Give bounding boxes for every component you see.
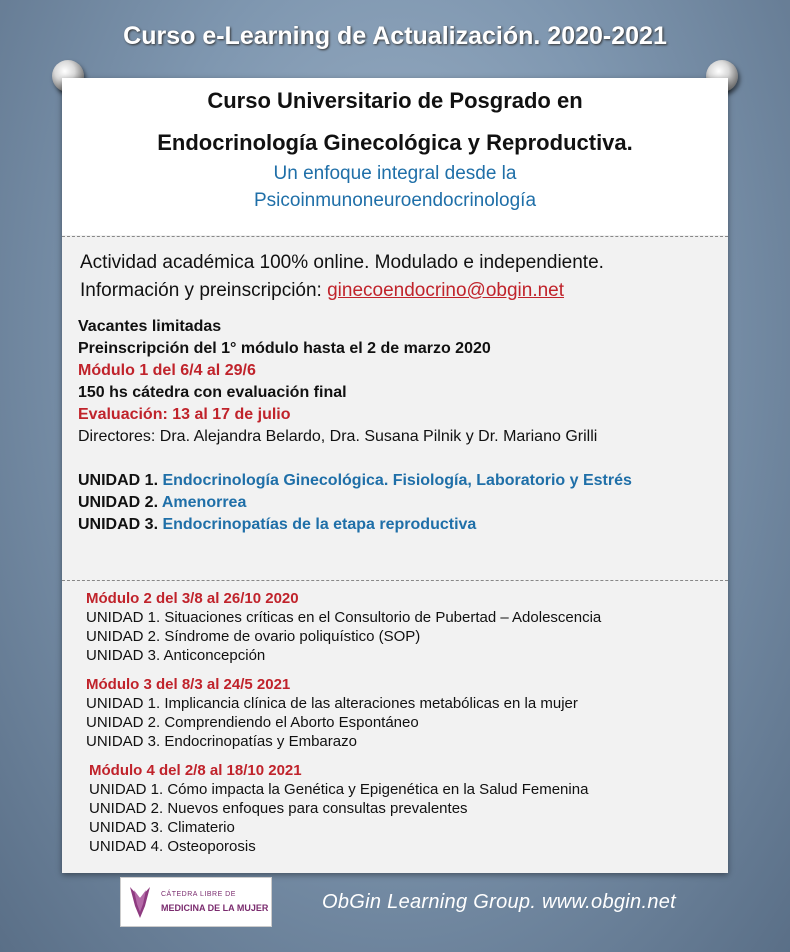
unit-label: UNIDAD 3. xyxy=(78,516,163,533)
list-item: UNIDAD 3. Endocrinopatías y Embarazo xyxy=(86,733,357,750)
list-item: UNIDAD 1. Situaciones críticas en el Consultorio de Pubertad – Adolescencia xyxy=(86,609,602,626)
footer-text: ObGin Learning Group. www.obgin.net xyxy=(322,891,677,913)
module-block xyxy=(86,761,716,856)
list-item: UNIDAD 1. Cómo impacta la Genética y Epigenética en la Salud Femenina xyxy=(89,781,589,798)
logo-line1: CÁTEDRA LIBRE DE xyxy=(161,891,236,898)
catedra-logo xyxy=(120,877,272,927)
activity-info xyxy=(80,249,720,305)
info-line xyxy=(80,277,720,305)
module1-title: Módulo 1 del 6/4 al 29/6 xyxy=(78,362,256,379)
flyer-sheet xyxy=(62,78,728,873)
module-block xyxy=(86,589,716,665)
email-link[interactable]: ginecoendocrino@obgin.net xyxy=(327,280,565,301)
horas-text: 150 hs cátedra con evaluación final xyxy=(78,384,347,401)
module-title: Módulo 4 del 2/8 al 18/10 2021 xyxy=(89,762,302,779)
unit-title: Amenorrea xyxy=(161,494,247,511)
divider xyxy=(62,580,728,581)
modules-list xyxy=(86,589,716,856)
list-item: UNIDAD 2. Síndrome de ovario poliquístico (SOP) xyxy=(86,628,421,645)
unit-row xyxy=(78,470,632,492)
module1-units xyxy=(78,470,632,536)
unit-title: Endocrinopatías de la etapa reproductiva xyxy=(162,516,477,533)
module-block xyxy=(86,675,716,751)
evaluacion-text: Evaluación: 13 al 17 de julio xyxy=(78,406,291,423)
divider xyxy=(62,236,728,237)
list-item: UNIDAD 3. Anticoncepción xyxy=(86,647,266,664)
course-title: Curso e-Learning de Actualización. 2020-2021 xyxy=(123,22,667,50)
unit-row xyxy=(78,492,632,514)
list-item: UNIDAD 4. Osteoporosis xyxy=(89,838,256,855)
header-sub2: Psicoinmunoneuroendocrinología xyxy=(253,190,537,211)
header-subtitle xyxy=(62,160,728,214)
unit-label: UNIDAD 1. xyxy=(78,472,163,489)
module1-block xyxy=(78,316,597,448)
list-item: UNIDAD 2. Comprendiendo el Aborto Espontáneo xyxy=(86,714,419,731)
module-title: Módulo 3 del 8/3 al 24/5 2021 xyxy=(86,676,291,693)
header-line1: Curso Universitario de Posgrado en xyxy=(207,88,583,113)
flyer-header xyxy=(62,78,728,235)
info-label: Información y preinscripción: xyxy=(80,280,328,301)
uterus-logo-icon xyxy=(129,884,151,920)
preinscripcion-text: Preinscripción del 1° módulo hasta el 2 de marzo 2020 xyxy=(78,340,491,357)
header-line2: Endocrinología Ginecológica y Reproductiva. xyxy=(157,130,633,155)
list-item: UNIDAD 3. Climaterio xyxy=(89,819,235,836)
directores-text: Directores: Dra. Alejandra Belardo, Dra. Susana Pilnik y Dr. Mariano Grilli xyxy=(78,428,598,445)
unit-row xyxy=(78,514,632,536)
module-title: Módulo 2 del 3/8 al 26/10 2020 xyxy=(86,590,299,607)
vacantes-text: Vacantes limitadas xyxy=(78,318,222,335)
logo-line2: MEDICINA DE LA MUJER xyxy=(161,903,269,913)
header-sub1: Un enfoque integral desde la xyxy=(273,163,517,184)
list-item: UNIDAD 1. Implicancia clínica de las alteraciones metabólicas en la mujer xyxy=(86,695,578,712)
unit-label: UNIDAD 2. xyxy=(78,494,162,511)
activity-line: Actividad académica 100% online. Modulado e independiente. xyxy=(80,252,604,273)
unit-title: Endocrinología Ginecológica. Fisiología, Laboratorio y Estrés xyxy=(162,472,632,489)
list-item: UNIDAD 2. Nuevos enfoques para consultas prevalentes xyxy=(89,800,468,817)
